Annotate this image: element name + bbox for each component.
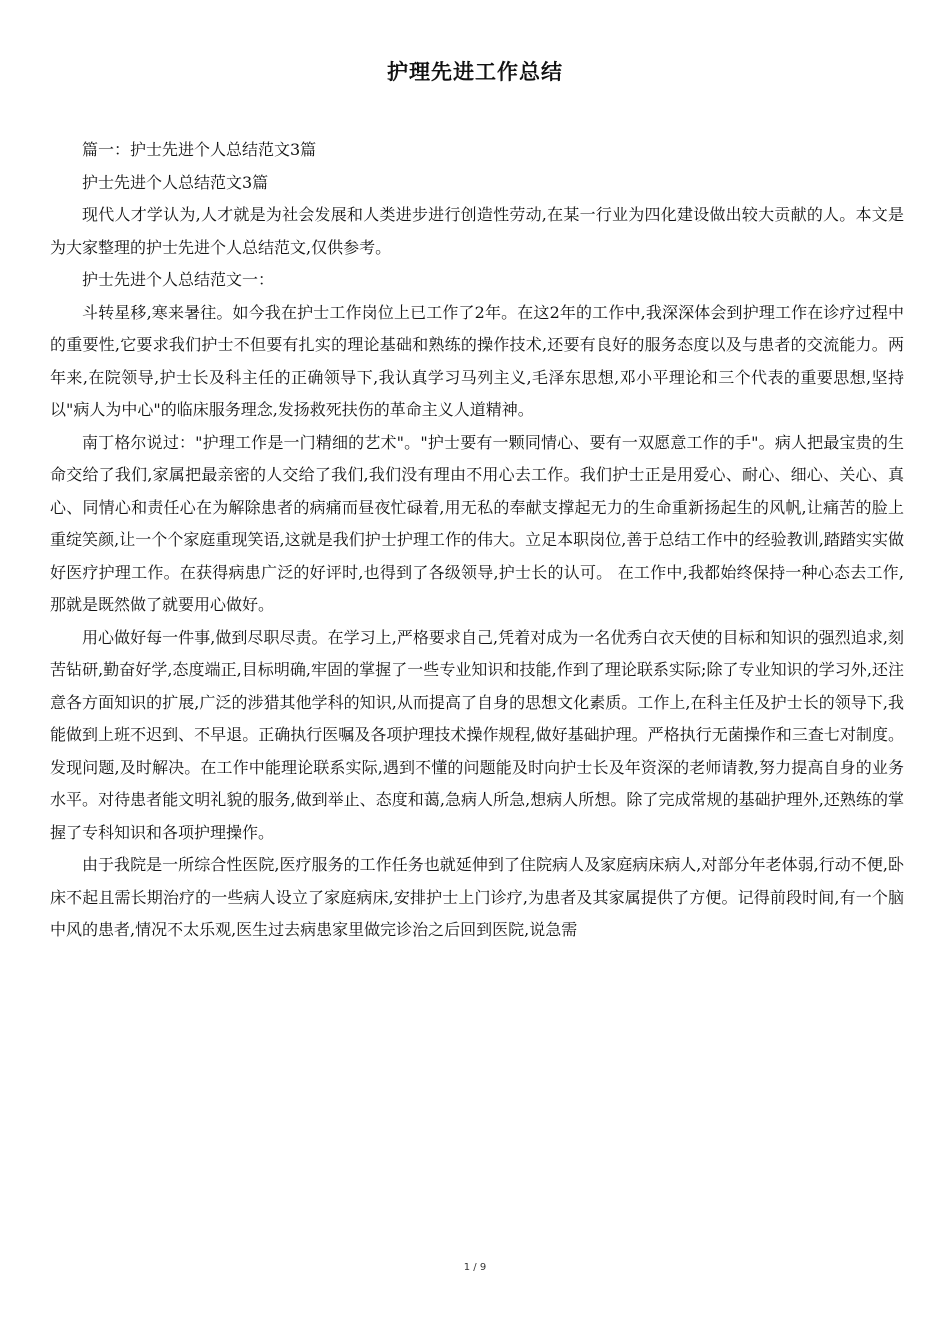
paragraph-1: 篇一：护士先进个人总结范文3篇 [82,140,317,159]
document-body [50,134,904,947]
paragraph-5: 斗转星移,寒来暑往。如今我在护士工作岗位上已工作了2年。在这2年的工作中,我深深体会到护理工作在诊疗过程中的重要性,它要求我们护士不但要有扎实的理论基础和熟练的操作技术,还要有良好的服务态度以及与患者的交流能力。两年来,在院领导,护士长及科主任的正确领导下,我认真学习马列主义,毛泽东思想,邓小平理论和三个代表的重要思想,坚持以"病人为中心"的临床服务理念,发扬救死扶伤的革命主义人道精神。 [50,302,904,419]
page-number: 1 / 9 [463,1262,487,1273]
paragraph-6: 南丁格尔说过："护理工作是一门精细的艺术"。"护士要有一颗同情心、要有一双愿意工作的手"。病人把最宝贵的生命交给了我们,家属把最亲密的人交给了我们,我们没有理由不用心去工作。我们护士正是用爱心、耐心、细心、关心、真心、同情心和责任心在为解除患者的病痛而昼夜忙碌着,用无私的奉献支撑起无力的生命重新扬起生的风帆,让痛苦的脸上重绽笑颜,让一个个家庭重现笑语,这就是我们护士护理工作的伟大。立足本职岗位,善于总结工作中的经验教训,踏踏实实做好医疗护理工作。在获得病患广泛的好评时,也得到了各级领导,护士长的认可。 在工作中,我都始终保持一种心态去工作,那就是既然做了就要用心做好。 [50,432,904,614]
document-title: 护理先进工作总结 [387,60,563,84]
paragraph-3: 现代人才学认为,人才就是为社会发展和人类进步进行创造性劳动,在某一行业为四化建设做出较大贡献的人。本文是为大家整理的护士先进个人总结范文,仅供参考。 [50,205,904,257]
paragraph-4: 护士先进个人总结范文一： [82,270,275,289]
paragraph-7: 用心做好每一件事,做到尽职尽责。在学习上,严格要求自己,凭着对成为一名优秀白衣天使的目标和知识的强烈追求,刻苦钻研,勤奋好学,态度端正,目标明确,牢固的掌握了一些专业知识和技能,作到了理论联系实际;除了专业知识的学习外,还注意各方面知识的扩展,广泛的涉猎其他学科的知识,从而提高了自身的思想文化素质。工作上,在科主任及护士长的领导下,我能做到上班不迟到、不早退。正确执行医嘱及各项护理技术操作规程,做好基础护理。严格执行无菌操作和三查七对制度。发现问题,及时解决。在工作中能理论联系实际,遇到不懂的问题能及时向护士长及年资深的老师请教,努力提高自身的业务水平。对待患者能文明礼貌的服务,做到举止、态度和蔼,急病人所急,想病人所想。除了完成常规的基础护理外,还熟练的掌握了专科知识和各项护理操作。 [50,627,904,842]
paragraph-2: 护士先进个人总结范文3篇 [82,172,269,192]
paragraph-8: 由于我院是一所综合性医院,医疗服务的工作任务也就延伸到了住院病人及家庭病床病人,对部分年老体弱,行动不便,卧床不起且需长期治疗的一些病人设立了家庭病床,安排护士上门诊疗,为患者及其家属提供了方便。记得前段时间,有一个脑中风的患者,情况不太乐观,医生过去病患家里做完诊治之后回到医院,说急需 [50,855,904,939]
